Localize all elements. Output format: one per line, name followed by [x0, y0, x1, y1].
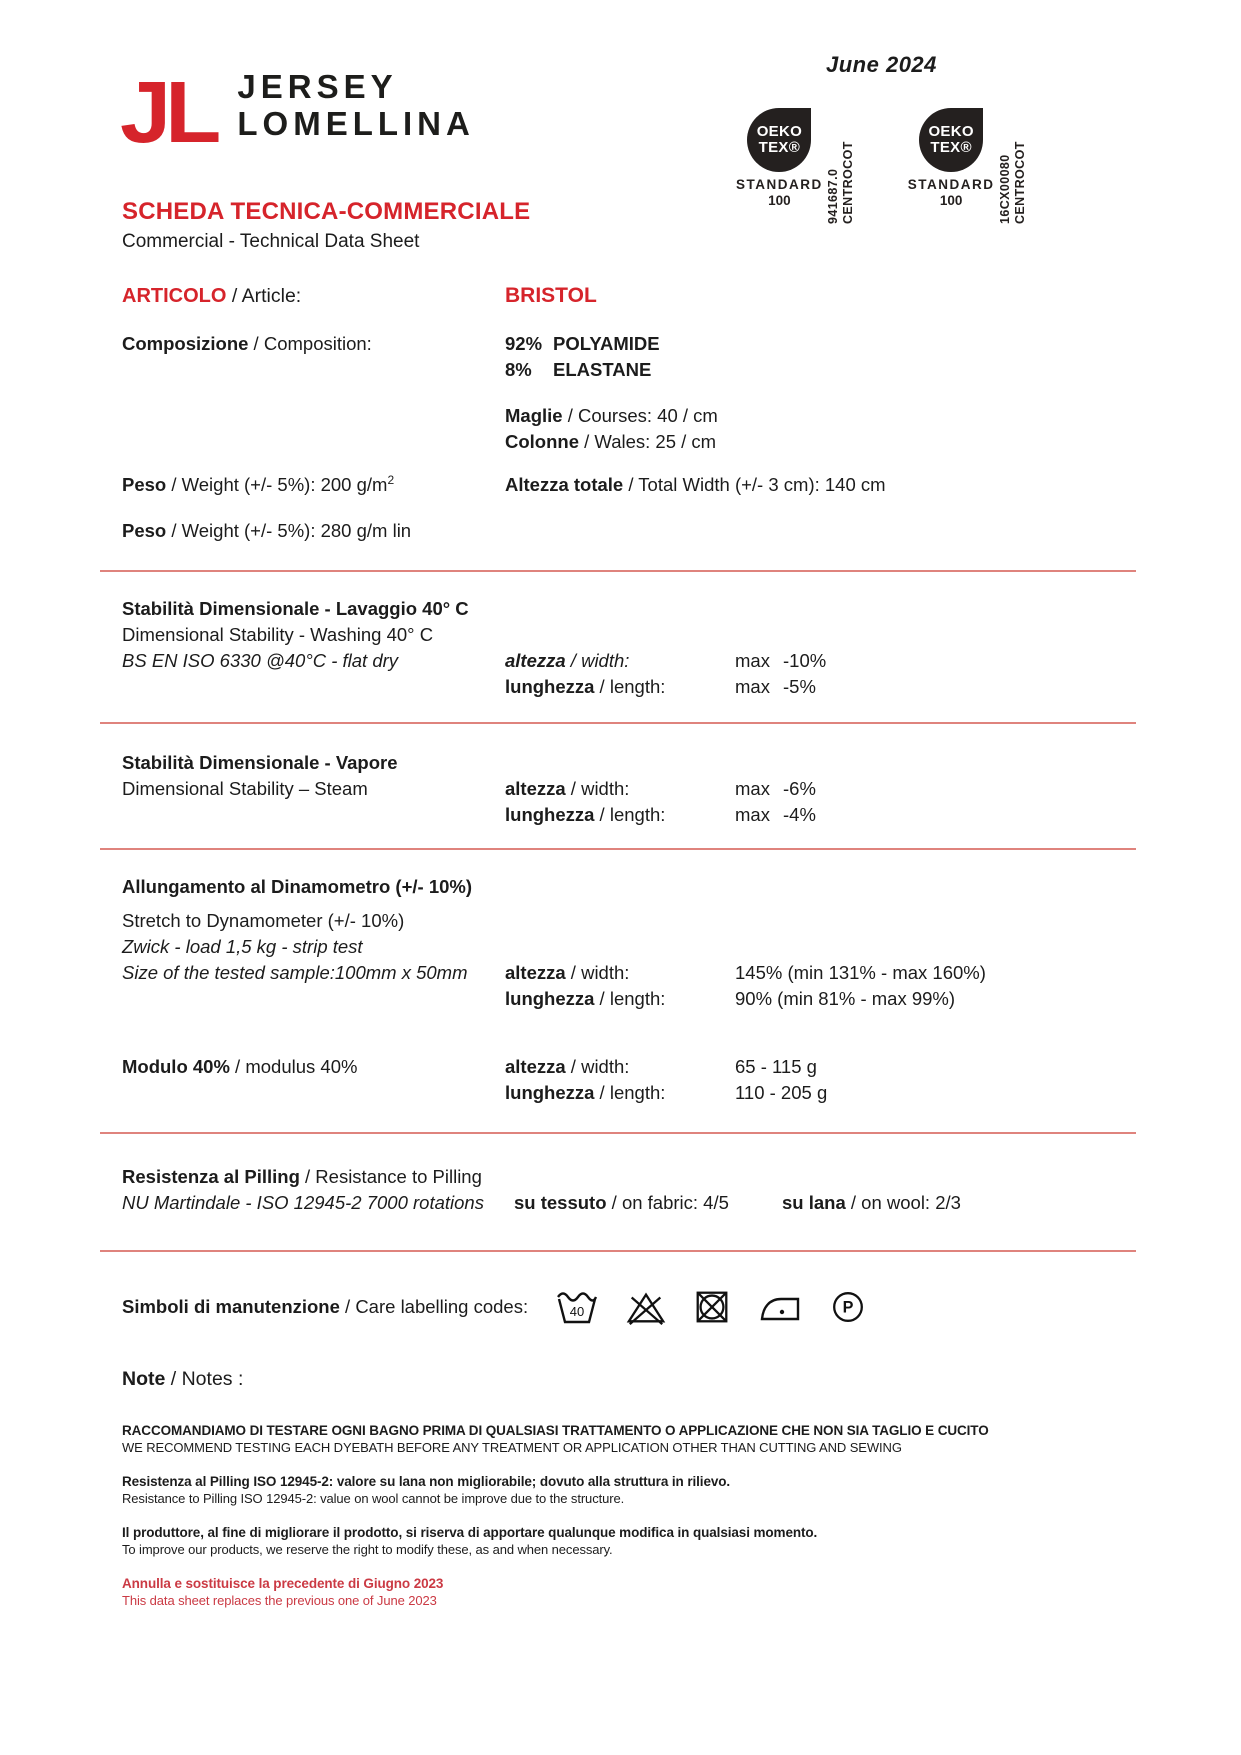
do-not-bleach-icon [625, 1288, 667, 1326]
badge-cert-number: 16CX00080 [997, 154, 1012, 224]
stretch-width-value: 145% (min 131% - max 160%) [735, 962, 986, 984]
badge-cert-number: 941687.0 [825, 168, 840, 224]
do-not-tumble-dry-icon [692, 1288, 732, 1326]
article-label-it: ARTICOLO [122, 285, 227, 307]
washing-title-en: Dimensional Stability - Washing 40° C [122, 624, 434, 646]
washing-method: BS EN ISO 6330 @40°C - flat dry [122, 650, 399, 672]
jl-logo-mark: JL [120, 64, 216, 162]
washing-length-value: -5% [783, 676, 816, 698]
iron-low-icon [757, 1288, 803, 1326]
gauge-row [122, 403, 1141, 455]
sheet-title-it: SCHEDA TECNICA-COMMERCIALE [122, 198, 531, 225]
badge-cert-org: CENTROCOT [840, 141, 855, 224]
separator-line [100, 1250, 1136, 1252]
separator-line [100, 570, 1136, 572]
stretch-title-it: Allungamento al Dinamometro (+/- 10%) [122, 876, 473, 898]
modulus-row-length: lunghezza / length: 110 - 205 g [122, 1080, 1141, 1106]
separator-line [100, 848, 1136, 850]
stretch-method-2: Size of the tested sample:100mm x 50mm [122, 962, 468, 984]
svg-text:40: 40 [569, 1304, 585, 1320]
sheet-title-en: Commercial - Technical Data Sheet [122, 231, 420, 252]
stretch-length-value: 90% (min 81% - max 99%) [735, 988, 956, 1010]
badge-standard-label: STANDARD [736, 177, 823, 192]
care-label: Simboli di manutenzione / Care labelling codes: [122, 1296, 529, 1318]
pilling-title: Resistenza al Pilling / Resistance to Pilling [122, 1166, 482, 1188]
washing-row-width: BS EN ISO 6330 @40°C - flat dry altezza / width: max -10% [122, 648, 1141, 674]
steam-row-width: Dimensional Stability – Steam altezza / width: max -6% [122, 776, 1141, 802]
article-label-en: / Article: [226, 285, 302, 307]
badge-100-label: 100 [939, 193, 963, 208]
pilling-method: NU Martindale - ISO 12945-2 7000 rotations [122, 1192, 484, 1214]
care-icons [554, 1288, 868, 1326]
steam-row-length: lunghezza / length: max -4% [505, 804, 816, 826]
badge-cert-org: CENTROCOT [1012, 141, 1027, 224]
separator-line [100, 722, 1136, 724]
steam-title-it: Stabilità Dimensionale - Vapore [122, 752, 398, 774]
modulus-length-value: 110 - 205 g [735, 1082, 828, 1104]
company-name-line1: JERSEY [237, 68, 398, 105]
note-paragraph: Il produttore, al fine di migliorare il prodotto, si riserva di apportare qualunque modifica in qualsiasi momento. To improve our products, we reserve the right to modify these, as and when necessary. [122, 1525, 818, 1558]
dry-clean-p-icon [828, 1288, 868, 1326]
note-paragraph-revision: Annulla e sostituisce la precedente di Giugno 2023 This data sheet replaces the previous one of June 2023 [122, 1576, 444, 1609]
weight-linear-row [122, 518, 1141, 544]
document-date: June 2024 [826, 52, 937, 77]
badge-standard-label: STANDARD [907, 177, 995, 192]
badge-100-label: 100 [768, 193, 791, 208]
weight-per-sqm: Peso / Weight (+/- 5%): 200 $g/m^2$ [122, 473, 395, 496]
stretch-row-length: lunghezza / length: 90% (min 81% - max 99%) [122, 986, 1141, 1012]
company-name-line2: LOMELLINA [237, 105, 475, 143]
note-paragraph: Resistenza al Pilling ISO 12945-2: valore su lana non migliorabile; dovuto alla struttura in rilievo. Resistance to Pilling ISO 12945-2: value on wool cannot be improve due to the structure. [122, 1474, 731, 1507]
stretch-title-en: Stretch to Dynamometer (+/- 10%) [122, 910, 405, 932]
wales-line: Colonne / Wales: 25 / cm [505, 431, 717, 452]
stretch-row-width: Size of the tested sample:100mm x 50mm altezza / width: 145% (min 131% - max 160%) [122, 960, 1141, 986]
composition-label-en: / Composition: [248, 333, 372, 354]
weight-linear: Peso / Weight (+/- 5%): 280 g/m lin [122, 520, 412, 542]
care-symbols-row [122, 1288, 1141, 1326]
steam-title-en: Dimensional Stability – Steam [122, 778, 368, 800]
washing-title-it: Stabilità Dimensionale - Lavaggio 40° C [122, 598, 469, 620]
composition-values [505, 331, 1141, 383]
modulus-label: Modulo 40% / modulus 40% [122, 1056, 358, 1078]
oeko-tex-drop-icon: OEKO TEX® [919, 108, 983, 172]
steam-length-value: -4% [783, 804, 816, 826]
modulus-row-width: Modulo 40% / modulus 40% altezza / width: 65 - 115 g [122, 1054, 1141, 1080]
separator-line [100, 1132, 1136, 1134]
pilling-results-row [122, 1190, 1141, 1216]
oeko-tex-drop-icon: OEKO TEX® [747, 108, 811, 172]
steam-width-value: -6% [783, 778, 816, 800]
washing-width-value: -10% [783, 650, 827, 672]
notes-title: Note / Notes : [122, 1368, 244, 1391]
wash-40-icon [554, 1288, 600, 1326]
washing-row-length: lunghezza / length: max -5% [505, 676, 816, 698]
composition-line: 92% POLYAMIDE [505, 333, 660, 354]
article-row [122, 283, 1141, 309]
pilling-fabric-result: su tessuto / on fabric: 4/5 [514, 1192, 729, 1214]
courses-line: Maglie / Courses: 40 / cm [505, 405, 718, 426]
pilling-wool-result: su lana / on wool: 2/3 [782, 1192, 961, 1214]
modulus-width-value: 65 - 115 g [735, 1056, 817, 1078]
svg-text:P: P [842, 1298, 854, 1317]
total-width: Altezza totale / Total Width (+/- 3 cm): 140 cm [505, 474, 886, 496]
note-paragraph: RACCOMANDIAMO DI TESTARE OGNI BAGNO PRIMA DI QUALSIASI TRATTAMENTO O APPLICAZIONE CHE NON SIA TAGLIO E CUCITO WE RECOMMEND TESTING EACH DYEBATH BEFORE ANY TREATMENT OR APPLICATION OTHER THAN CUTTING AND SEWING [122, 1423, 989, 1456]
composition-row [122, 331, 1141, 383]
weight-width-row [122, 467, 1141, 498]
composition-label-it: Composizione [122, 333, 249, 354]
stretch-method-1: Zwick - load 1,5 kg - strip test [122, 936, 363, 958]
article-value: BRISTOL [505, 284, 597, 307]
composition-line: 8% ELASTANE [505, 359, 652, 380]
